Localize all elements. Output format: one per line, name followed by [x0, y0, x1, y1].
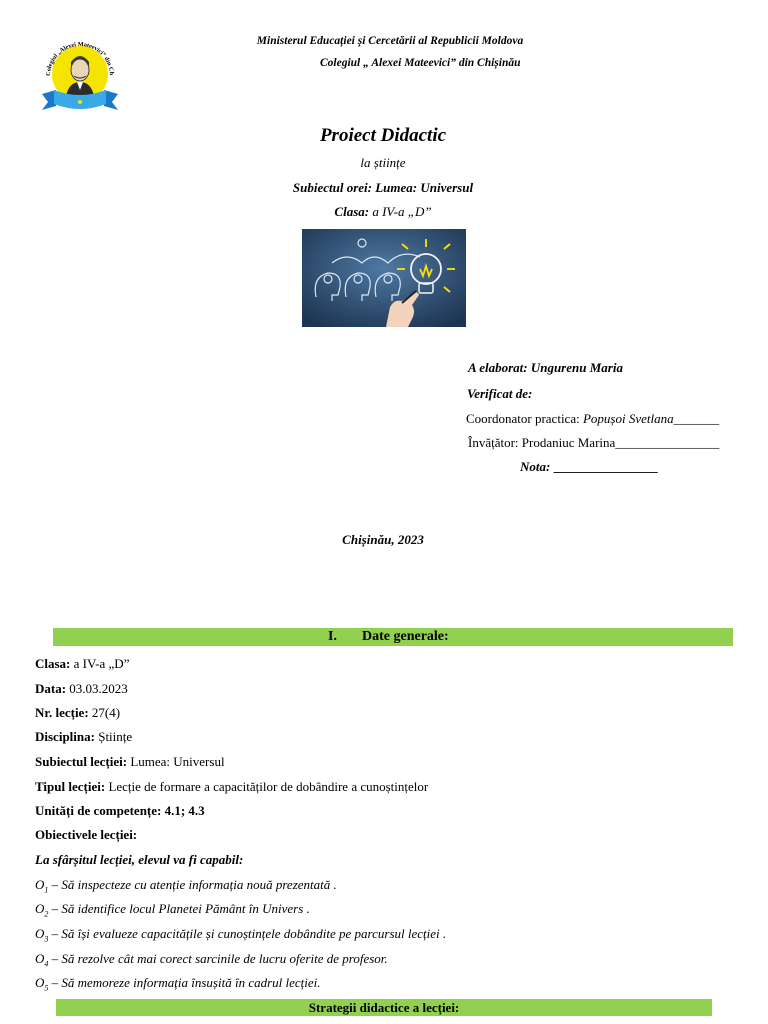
- place-date: Chișinău, 2023: [342, 532, 424, 547]
- logo-arc-text: Colegiul „Alexei Mateevici” din Ch: [44, 40, 116, 77]
- verified-by-label: Verificat de:: [467, 386, 533, 401]
- objective-item: [35, 901, 310, 919]
- objective-index: 5: [44, 983, 49, 993]
- general-label: Obiectivele lecției:: [35, 827, 138, 842]
- college-logo: [36, 36, 124, 116]
- grade-line: [520, 459, 658, 475]
- lightbulb-idea-image: [302, 229, 466, 327]
- class-line: [230, 204, 536, 220]
- objective-text: – Să identifice locul Planetei Pământ în Univers .: [48, 901, 310, 916]
- objective-code: O: [35, 951, 45, 966]
- general-label: Disciplina:: [35, 729, 95, 744]
- objective-item: [35, 951, 388, 969]
- coordinator-label: Coordonator practica:: [466, 411, 583, 426]
- objective-index: 1: [44, 885, 49, 895]
- objective-item: [35, 877, 337, 895]
- general-item: [35, 681, 128, 697]
- general-label: Tipul lecției:: [35, 779, 106, 794]
- section-general-header: [53, 628, 733, 646]
- general-value: Lecție de formare a capacităților de dobândire a cunoștințelor: [105, 779, 429, 794]
- objectives-intro: La sfârșitul lecției, elevul va fi capabil:: [35, 852, 244, 867]
- objective-index: 4: [44, 959, 49, 969]
- section-title: Date generale:: [362, 629, 449, 644]
- general-item: [35, 803, 205, 819]
- teacher-blank: ________________: [615, 435, 720, 450]
- general-value: 27(4): [88, 705, 121, 720]
- objective-item: [35, 975, 321, 993]
- ministry-heading: Ministerul Educației și Cercetării al Republicii Moldova: [256, 35, 524, 47]
- objective-code: O: [35, 901, 45, 916]
- section-number: I.: [328, 629, 337, 644]
- general-label: Unități de competențe: 4.1; 4.3: [35, 803, 205, 818]
- general-value: Științe: [94, 729, 133, 744]
- coordinator-blank: _______: [673, 411, 720, 426]
- objective-item: [35, 926, 446, 944]
- topic-line: Subiectul orei: Lumea: Universul: [292, 180, 474, 195]
- general-value: 03.03.2023: [66, 681, 128, 696]
- elaborated-by: A elaborat: Ungurenu Maria: [468, 360, 623, 375]
- section-strategies-header: [56, 999, 712, 1016]
- general-item: [35, 705, 120, 721]
- general-item: [35, 754, 225, 770]
- general-item: [35, 656, 129, 672]
- objective-text: – Să își evalueze capacitățile și cunoștințele dobândite pe parcursul lecției .: [48, 926, 447, 941]
- general-item: [35, 779, 428, 795]
- grade-blank: ________________: [550, 459, 658, 474]
- class-label: Clasa:: [334, 204, 370, 219]
- objective-text: – Să memoreze informația însușită în cadrul lecției.: [48, 975, 321, 990]
- objective-code: O: [35, 975, 45, 990]
- general-item: [35, 827, 137, 843]
- class-value: a IV-a „D”: [369, 204, 432, 219]
- general-label: Data:: [35, 681, 67, 696]
- general-value: a IV-a „D”: [70, 656, 130, 671]
- coordinator-line: [466, 411, 719, 427]
- general-value: Lumea: Universul: [127, 754, 225, 769]
- objective-text: – Să rezolve cât mai corect sarcinile de lucru oferite de profesor.: [48, 951, 388, 966]
- teacher-label: Învățător: Prodaniuc Marina: [468, 435, 616, 450]
- objective-index: 2: [44, 909, 49, 919]
- general-label: Nr. lecție:: [35, 705, 89, 720]
- general-label: Subiectul lecției:: [35, 754, 128, 769]
- coordinator-name: Popușoi Svetlana: [582, 411, 674, 426]
- section-strategies-title: Strategii didactice a lecției:: [308, 1000, 460, 1015]
- objective-index: 3: [44, 934, 49, 944]
- objective-code: O: [35, 926, 45, 941]
- objective-text: – Să inspecteze cu atenție informația nouă prezentată .: [48, 877, 337, 892]
- general-label: Clasa:: [35, 656, 71, 671]
- subject-line: la științe: [360, 155, 406, 170]
- document-title: Proiect Didactic: [319, 125, 447, 146]
- college-heading: Colegiul „ Alexei Mateevici” din Chișinău: [320, 57, 521, 69]
- objective-code: O: [35, 877, 45, 892]
- teacher-line: [468, 435, 719, 451]
- grade-label: Nota:: [520, 459, 551, 474]
- general-item: [35, 729, 132, 745]
